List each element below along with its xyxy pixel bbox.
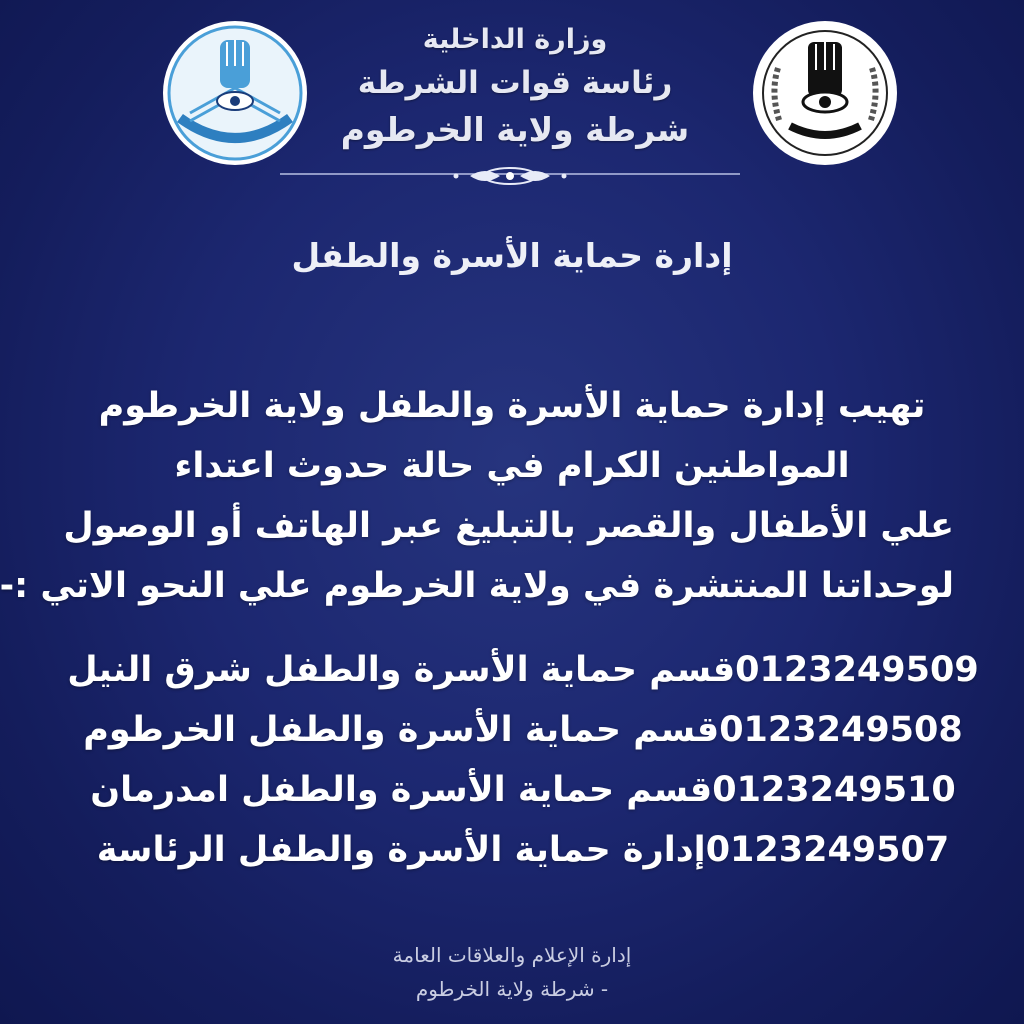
footer-department: إدارة الإعلام والعلاقات العامة [392,943,632,967]
contact-label: قسم حماية الأسرة والطفل امدرمان [90,770,713,810]
body-line: لوحداتنا المنتشرة في ولاية الخرطوم علي النحو الاتي :- [0,566,954,606]
contact-label: إدارة حماية الأسرة والطفل الرئاسة [96,830,706,870]
sudan-police-emblem-icon [750,18,900,168]
contact-phone: 0123249508 [719,710,963,750]
contact-phone: 0123249507 [705,830,950,870]
contact-phone: 0123249510 [712,770,956,810]
body-line: تهيب إدارة حماية الأسرة والطفل ولاية الخرطوم [98,386,926,426]
contact-label: قسم حماية الأسرة والطفل شرق النيل [67,650,736,690]
family-child-protection-emblem-icon [160,18,310,168]
ministry-name: وزارة الداخلية [422,24,608,55]
contact-item [70,760,954,820]
contact-label: قسم حماية الأسرة والطفل الخرطوم [83,710,720,750]
police-presidency-name: رئاسة قوات الشرطة [357,65,673,101]
body-line: المواطنين الكرام في حالة حدوث اعتداء [174,446,850,486]
body-line: علي الأطفال والقصر بالتبليغ عبر الهاتف أو الوصول [63,506,954,546]
contact-phone: 0123249509 [735,650,979,690]
contact-item [70,700,963,760]
footer [312,938,712,1006]
contact-item [70,820,954,880]
state-police-name: شرطة ولاية الخرطوم [340,110,690,149]
ministry-header [330,20,700,154]
page-title: إدارة حماية الأسرة والطفل [291,236,733,275]
footer-organization: - شرطة ولاية الخرطوم [415,977,609,1001]
ornamental-divider [260,158,760,198]
contact-list [67,640,979,880]
contact-item [67,640,979,700]
announcement-body [0,376,954,616]
